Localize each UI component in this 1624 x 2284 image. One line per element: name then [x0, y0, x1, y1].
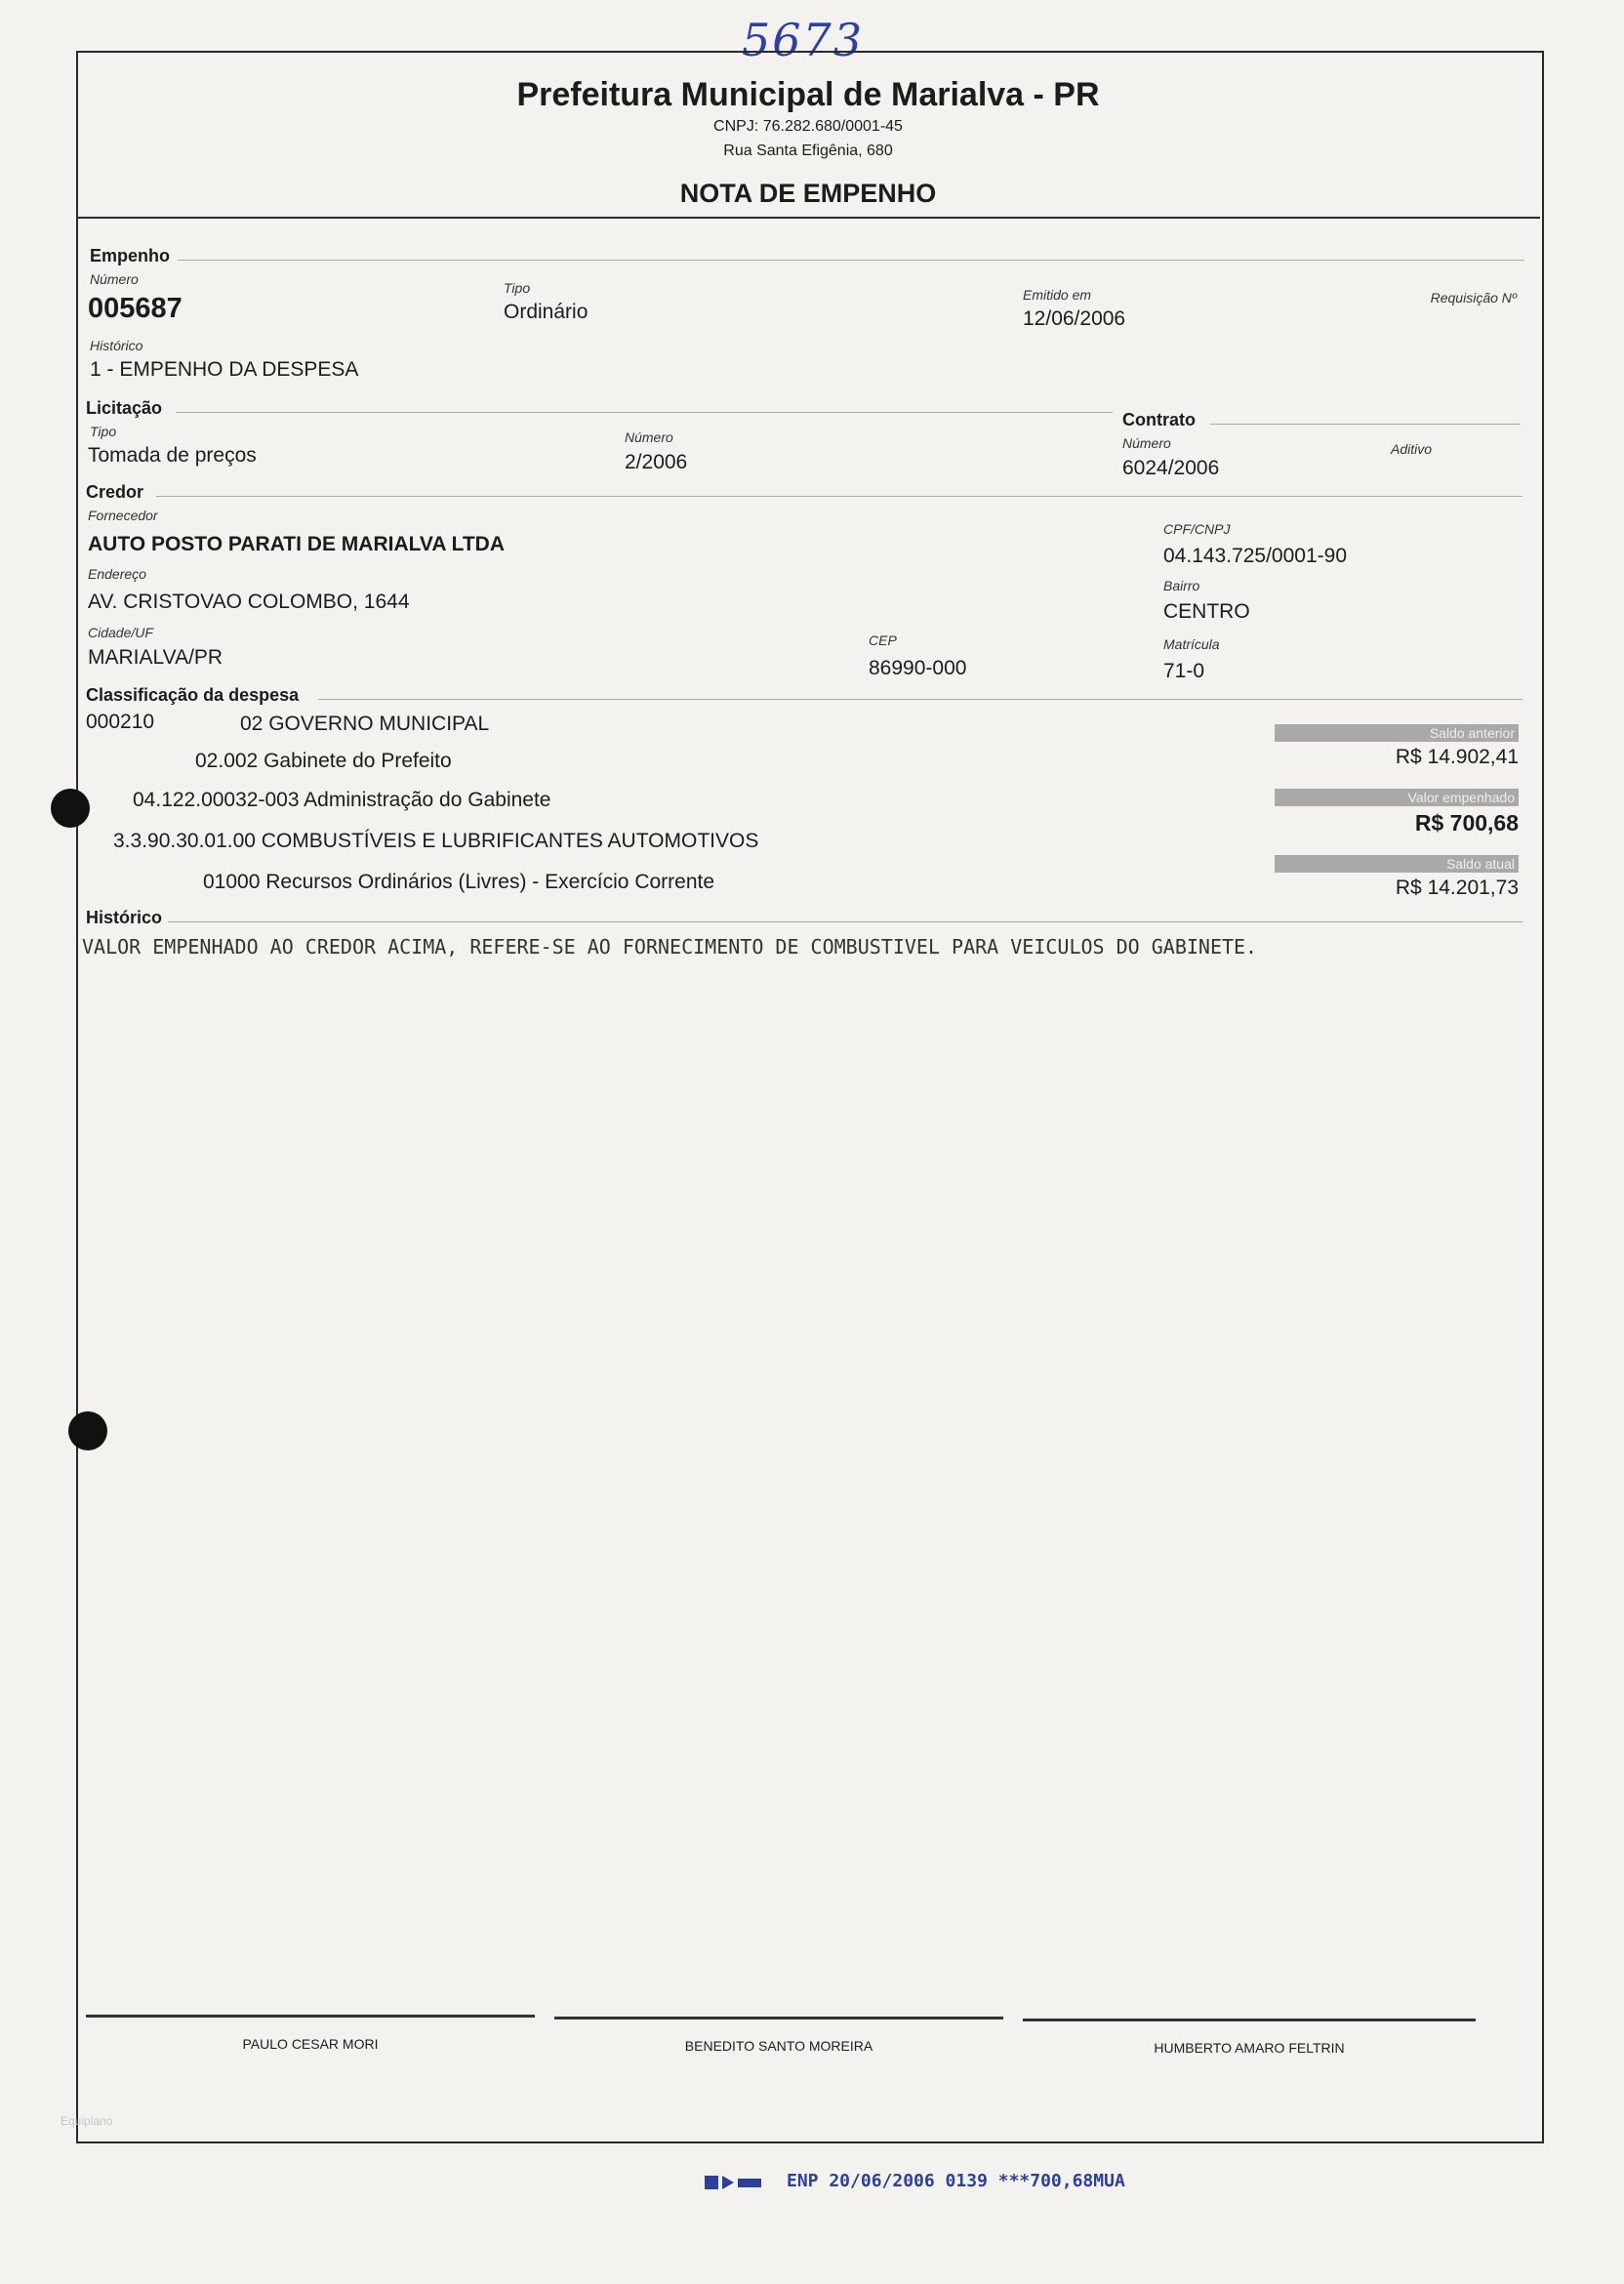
mechanical-stamp: ENP 20/06/2006 0139 ***700,68MUA [787, 2171, 1125, 2191]
signature-line-2 [554, 2017, 1003, 2019]
municipality-cnpj: CNPJ: 76.282.680/0001-45 [713, 118, 903, 135]
licitacao-numero: 2/2006 [625, 451, 688, 473]
software-mark: Equiplano [61, 2114, 113, 2128]
classificacao-code: 000210 [86, 711, 155, 733]
saldo-anterior-label: Saldo anterior [1275, 724, 1519, 742]
saldo-anterior-value: R$ 14.902,41 [1395, 746, 1519, 768]
endereco-value: AV. CRISTOVAO COLOMBO, 1644 [88, 591, 410, 613]
aditivo-label: Aditivo [1391, 441, 1433, 457]
matricula-label: Matrícula [1163, 636, 1220, 652]
empenho-rule [178, 260, 1524, 261]
bairro-label: Bairro [1163, 578, 1200, 593]
classificacao-unidade: 02.002 Gabinete do Prefeito [195, 750, 452, 772]
credor-rule [156, 496, 1522, 497]
contrato-rule [1210, 424, 1521, 425]
punch-hole-bottom [68, 1411, 107, 1450]
licitacao-numero-label: Número [625, 429, 673, 445]
handwritten-page-number: 5673 [742, 14, 865, 66]
punch-hole-top [51, 789, 90, 828]
classificacao-funcional: 04.122.00032-003 Administração do Gabinete [133, 789, 551, 811]
empenho-tipo: Ordinário [504, 301, 589, 323]
requisicao-label: Requisição Nº [1430, 290, 1517, 306]
endereco-label: Endereço [88, 566, 146, 582]
classificacao-rule [318, 699, 1522, 700]
signature-name-2: BENEDITO SANTO MOREIRA [684, 2038, 873, 2054]
municipality-title: Prefeitura Municipal de Marialva - PR [516, 76, 1100, 113]
classificacao-recurso: 01000 Recursos Ordinários (Livres) - Exercício Corrente [203, 871, 715, 893]
signature-name-3: HUMBERTO AMARO FELTRIN [1154, 2040, 1345, 2056]
emitido-date: 12/06/2006 [1023, 307, 1126, 330]
signature-line-1 [86, 2015, 535, 2018]
saldo-atual-value: R$ 14.201,73 [1395, 877, 1519, 899]
signature-line-3 [1023, 2019, 1476, 2021]
licitacao-rule [176, 412, 1113, 413]
empenho-section-label: Empenho [90, 246, 171, 265]
historico-rule [168, 921, 1522, 922]
fornecedor-label: Fornecedor [88, 508, 158, 523]
emitido-label: Emitido em [1023, 287, 1092, 303]
contrato-numero: 6024/2006 [1122, 457, 1220, 479]
empenho-numero-label: Número [90, 271, 139, 287]
cidade-value: MARIALVA/PR [88, 646, 223, 669]
empenho-numero: 005687 [88, 293, 183, 324]
classificacao-orgao: 02 GOVERNO MUNICIPAL [240, 713, 490, 735]
historico-section-label: Histórico [86, 908, 163, 927]
credor-section-label: Credor [86, 482, 144, 502]
licitacao-section-label: Licitação [86, 398, 163, 418]
historico-text: VALOR EMPENHADO AO CREDOR ACIMA, REFERE-SE AO FORNECIMENTO DE COMBUSTIVEL PARA VEICULOS DO GABINETE. [82, 935, 1258, 958]
cep-value: 86990-000 [869, 657, 967, 679]
licitacao-tipo-label: Tipo [90, 424, 117, 439]
cpf-value: 04.143.725/0001-90 [1163, 545, 1348, 567]
licitacao-tipo: Tomada de preços [88, 444, 257, 467]
fornecedor-name: AUTO POSTO PARATI DE MARIALVA LTDA [88, 533, 505, 555]
classificacao-section-label: Classificação da despesa [86, 685, 300, 705]
signature-name-1: PAULO CESAR MORI [242, 2036, 379, 2052]
header-divider [76, 217, 1540, 219]
bairro-value: CENTRO [1163, 600, 1250, 623]
saldo-atual-label: Saldo atual [1275, 855, 1519, 873]
valor-empenhado-label: Valor empenhado [1275, 789, 1519, 806]
empenho-tipo-label: Tipo [504, 280, 531, 296]
cep-label: CEP [869, 632, 897, 648]
document-title: NOTA DE EMPENHO [679, 179, 937, 208]
municipality-address: Rua Santa Efigênia, 680 [723, 143, 893, 159]
valor-empenhado-value: R$ 700,68 [1414, 810, 1519, 836]
cpf-label: CPF/CNPJ [1163, 521, 1231, 537]
contrato-section-label: Contrato [1122, 410, 1196, 429]
classificacao-elemento: 3.3.90.30.01.00 COMBUSTÍVEIS E LUBRIFICANTES AUTOMOTIVOS [113, 830, 759, 852]
empenho-historico-label: Histórico [90, 338, 143, 353]
cidade-label: Cidade/UF [88, 625, 153, 640]
contrato-numero-label: Número [1122, 435, 1171, 451]
bank-logo-icon [705, 2173, 761, 2192]
matricula-value: 71-0 [1163, 660, 1205, 682]
empenho-historico: 1 - EMPENHO DA DESPESA [90, 358, 359, 381]
